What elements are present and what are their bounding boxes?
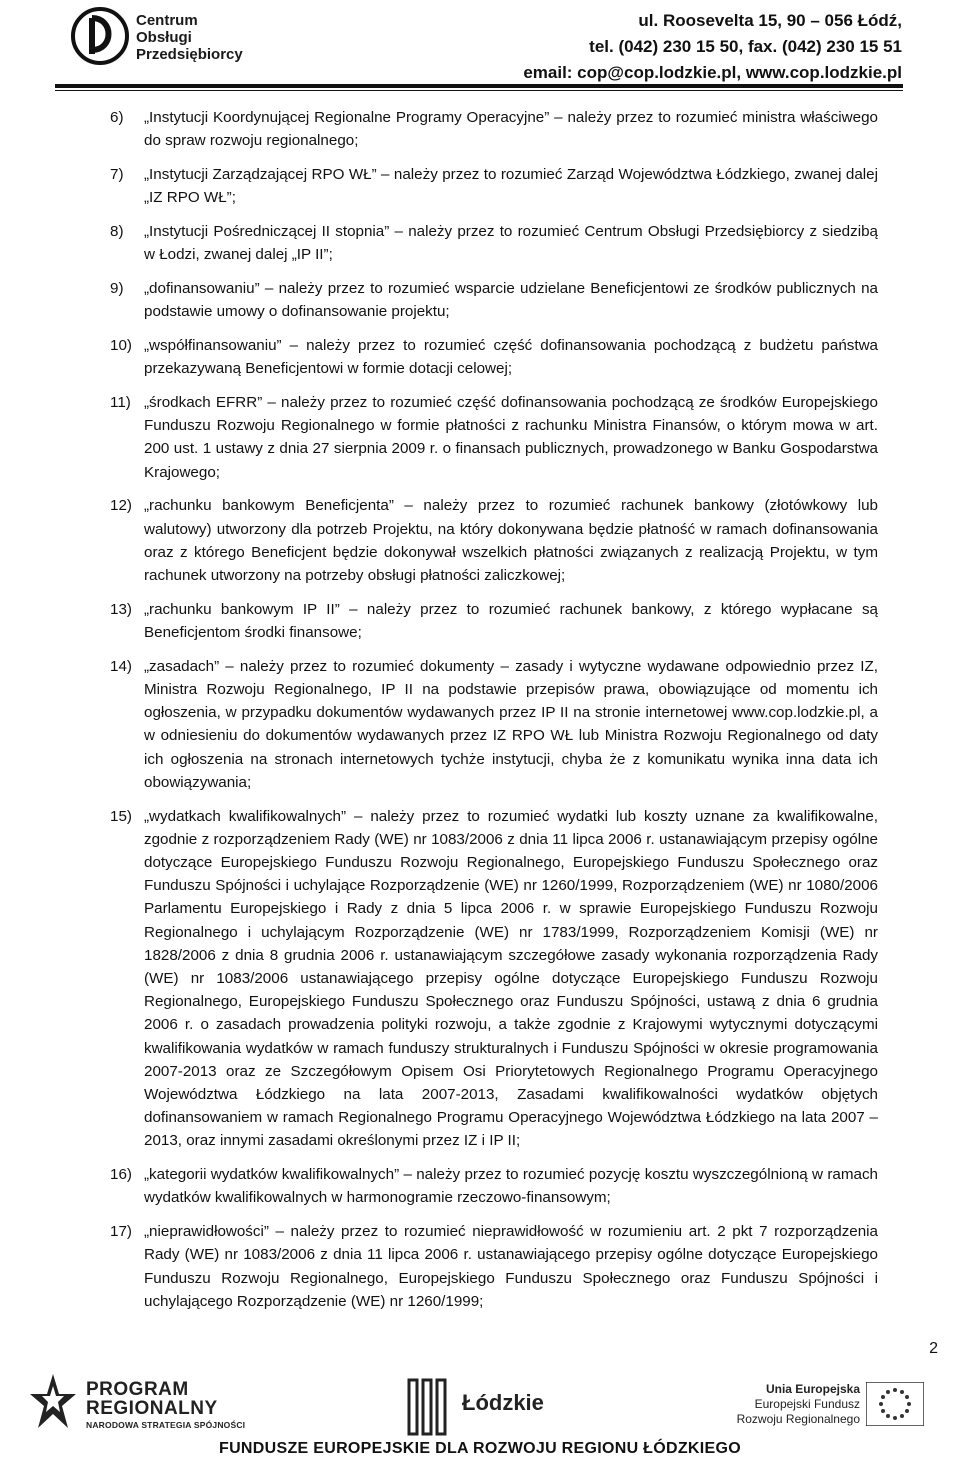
email-line[interactable]: email: cop@cop.lodzkie.pl, www.cop.lodzkie.pl <box>523 63 902 82</box>
list-item <box>110 163 878 209</box>
item-number: 14) <box>110 657 132 675</box>
list-item <box>110 598 878 644</box>
program-regionalny-star-icon <box>28 1372 78 1438</box>
page-number: 2 <box>929 1340 938 1357</box>
item-number: 7) <box>110 166 124 183</box>
phone-line: tel. (042) 230 15 50, fax. (042) 230 15 51 <box>589 37 902 56</box>
eu-line-3: Rozwoju Regionalnego <box>736 1412 860 1426</box>
logo-line-2: Obsługi <box>136 29 192 46</box>
program-regionalny-logo <box>86 1380 245 1431</box>
header-divider <box>55 84 903 88</box>
list-item <box>110 334 878 380</box>
item-text: „Instytucji Zarządzającej RPO WŁ” – należy przez to rozumieć Zarząd Województwa Łódzkiego, zwanej dalej „IZ RPO WŁ”; <box>144 166 878 207</box>
item-text: „Instytucji Pośredniczącej II stopnia” – należy przez to rozumieć Centrum Obsługi Przedsiębiorcy z siedzibą w Łodzi, zwanej dalej „IP II”; <box>144 223 878 264</box>
eu-line-2: Europejski Fundusz <box>754 1397 860 1411</box>
page-header <box>0 0 960 90</box>
item-number: 17) <box>110 1223 132 1241</box>
item-number: 6) <box>110 109 124 126</box>
item-text: „wydatkach kwalifikowalnych” – należy przez to rozumieć wydatki lub koszty uznane za kwalifikowalne, zgodnie z rozporządzeniem Rady (WE) nr 1083/2006 z dnia 11 lipca 2006 r. ustanawiającym przepisy ogólne dotyczące Europejskiego Funduszu Rozwoju Regionalnego, Europejskiego Funduszu Społecznego oraz Funduszu Spójności i uchylające Rozporządzenie (WE) nr 1260/1999, Rozporządzeniem (WE) nr 1080/2006 Parlamentu Europejskiego i Rady z dnia 5 lipca 2006 r. w sprawie Europejskiego Funduszu Rozwoju Regionalnego i uchylającym Rozporządzenie (WE) nr 1783/1999, Rozporządzeniem Komisji (WE) nr 1828/2006 z dnia 8 grudnia 2006 r. ustanawiającym szczegółowe zasady wykonania rozporządzenia Rady (WE) nr 1083/2006 ustanawiającego przepisy ogólne dotyczące Europejskiego Funduszu Rozwoju Regionalnego, Europejskiego Funduszu Społecznego oraz Funduszu Spójności, ustawą z dnia 6 grudnia 2006 r. o zasadach prowadzenia polityki rozwoju, a także zgodnie z Krajowymi wytycznymi dotyczącymi kwalifikowania wydatków w ramach funduszy strukturalnych i Funduszu Spójności w okresie programowania 2007-2013 oraz ze Szczegółowym Opisem Osi Priorytetowych Regionalnego Programu Operacyjnego Województwa Łódzkiego na lata 2007-2013, Zasadami kwalifikowalności wydatków objętych dofinansowaniem w ramach Regionalnego Programu Operacyjnego Województwa Łódzkiego na lata 2007 – 2013, oraz innymi zasadami określonymi przez IZ i IP II; <box>144 807 878 1150</box>
funds-tagline: FUNDUSZE EUROPEJSKIE DLA ROZWOJU REGIONU ŁÓDZKIEGO <box>219 1440 741 1457</box>
item-text: „dofinansowaniu” – należy przez to rozumieć wsparcie udzielane Beneficjentowi ze środków publicznych na podstawie umowy o dofinansowanie projektu; <box>144 280 878 321</box>
nss-line: NARODOWA STRATEGIA SPÓJNOŚCI <box>86 1420 246 1430</box>
list-item <box>110 655 878 794</box>
item-text: „Instytucji Koordynującej Regionalne Programy Operacyjne” – należy przez to rozumieć ministra właściwego do spraw rozwoju regionalnego; <box>144 109 878 150</box>
list-item <box>110 1220 878 1313</box>
item-text: „środkach EFRR” – należy przez to rozumieć część dofinansowania pochodzącą ze środków Europejskiego Funduszu Rozwoju Regionalnego w formie płatności z rachunku Ministra Finansów, o którym mowa w art. 200 ust. 1 ustawy z dnia 27 sierpnia 2009 r. o finansach publicznych, prowadzonego w Banku Gospodarstwa Krajowego; <box>144 394 878 481</box>
logo-line-1: Centrum <box>136 12 198 29</box>
eu-line-1: Unia Europejska <box>765 1382 860 1396</box>
page-footer <box>0 1360 960 1462</box>
regionalny-line: REGIONALNY <box>86 1398 218 1419</box>
header-divider-thin <box>55 90 903 91</box>
item-text: „kategorii wydatków kwalifikowalnych” – należy przez to rozumieć pozycję kosztu wyszczególnioną w ramach wydatków kwalifikowalnych w harmonogramie rzeczowo-finansowym; <box>144 1166 878 1207</box>
list-item <box>110 1163 878 1209</box>
list-item <box>110 277 878 323</box>
item-number: 10) <box>110 337 132 354</box>
contact-block <box>523 8 902 86</box>
item-text: „nieprawidłowości” – należy przez to rozumieć nieprawidłowość w rozumieniu art. 2 pkt 7 rozporządzenia Rady (WE) nr 1083/2006 z dnia 11 lipca 2006 r. ustanawiającego przepisy ogólne dotyczące Europejskiego Funduszu Rozwoju Regionalnego, Europejskiego Funduszu Społecznego oraz Funduszu Spójności i uchylającego Rozporządzenie (WE) nr 1260/1999; <box>144 1223 878 1310</box>
item-text: „współfinansowaniu” – należy przez to rozumieć część dofinansowania pochodzącą z budżetu państwa przekazywaną Beneficjentowi w formie dotacji celowej; <box>144 337 878 378</box>
item-number: 16) <box>110 1166 132 1184</box>
item-text: „zasadach” – należy przez to rozumieć dokumenty – zasady i wytyczne wydawane odpowiednio przez IZ, Ministra Rozwoju Regionalnego, IP II na podstawie przepisów prawa, obowiązujące od momentu ich ogłoszenia, w przypadku dokumentów wydawanych przez IP II na stronie internetowej www.cop.lodzkie.pl, a w odniesieniu do dokumentów wydawanych przez IZ RPO WŁ lub Ministra Rozwoju Regionalnego od daty ich ogłoszenia na stronach internetowych tychże instytucji, chyba że z komunikatu wynika inna data ich obowiązywania; <box>144 657 878 791</box>
lodzkie-logo-text: Łódzkie <box>462 1390 544 1415</box>
address-line: ul. Roosevelta 15, 90 – 056 Łódź, <box>638 11 902 30</box>
item-text: „rachunku bankowym Beneficjenta” – należy przez to rozumieć rachunek bankowy (złotówkowy lub walutowy) utworzony dla potrzeb Projektu, na który dokonywana będzie płatność w ramach dofinansowania oraz z którego Beneficjent będzie dokonywał wszelkich płatności związanych z realizacją Projektu, w tym rachunek utworzony na potrzeby obsługi płatności zaliczkowej; <box>144 497 878 585</box>
lodzkie-logo-icon <box>405 1376 455 1438</box>
cop-logo-icon <box>70 6 130 66</box>
item-number: 12) <box>110 497 132 515</box>
item-number: 9) <box>110 280 124 297</box>
eu-fund-text <box>720 1382 860 1427</box>
item-number: 8) <box>110 223 124 240</box>
item-text: „rachunku bankowym IP II” – należy przez to rozumieć rachunek bankowy, z którego wypłacane są Beneficjentom środki finansowe; <box>144 600 878 642</box>
definitions-list <box>110 106 878 1324</box>
logo-line-3: Przedsiębiorcy <box>136 46 243 63</box>
list-item <box>110 106 878 152</box>
list-item <box>110 220 878 266</box>
cop-logo-text <box>136 12 243 63</box>
item-number: 15) <box>110 807 132 825</box>
list-item <box>110 391 878 484</box>
item-number: 13) <box>110 600 132 618</box>
program-line: PROGRAM <box>86 1379 189 1400</box>
eu-flag-icon <box>866 1382 924 1426</box>
list-item <box>110 494 878 587</box>
item-number: 11) <box>110 394 131 411</box>
list-item <box>110 805 878 1153</box>
